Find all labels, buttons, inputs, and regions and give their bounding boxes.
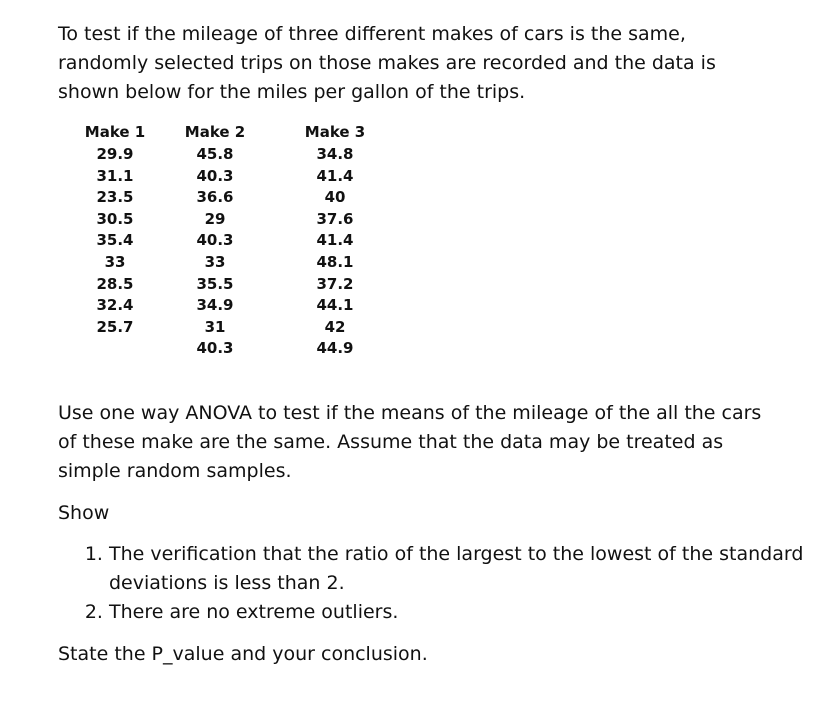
table-cell: 29.9 bbox=[96, 145, 134, 163]
table-cell: 34.8 bbox=[316, 145, 354, 163]
table-cell: 33 bbox=[104, 252, 126, 271]
table-cell: 35.5 bbox=[196, 274, 234, 293]
table-cell: 40 bbox=[324, 188, 346, 207]
table-row bbox=[70, 230, 400, 252]
table-cell: 34.9 bbox=[196, 296, 234, 315]
table-cell: 40.3 bbox=[196, 166, 234, 185]
table-row bbox=[70, 338, 400, 360]
table-cell: 48.1 bbox=[316, 252, 354, 271]
table-cell: 32.4 bbox=[96, 296, 134, 315]
table-cell: 45.8 bbox=[196, 145, 234, 163]
conclusion-paragraph: State the P_value and your conclusion. bbox=[58, 643, 428, 665]
table-row bbox=[70, 166, 400, 188]
table-row bbox=[70, 274, 400, 296]
table-row bbox=[70, 144, 400, 166]
table-cell: 41.4 bbox=[316, 166, 354, 185]
table-cell: 44.9 bbox=[316, 339, 354, 358]
table-cell: 23.5 bbox=[96, 188, 134, 207]
table-row bbox=[70, 187, 400, 209]
table-row bbox=[70, 317, 400, 339]
table-header-row bbox=[70, 122, 400, 144]
table-row bbox=[70, 209, 400, 231]
table-cell: 25.7 bbox=[96, 317, 134, 336]
table-row bbox=[70, 252, 400, 274]
table-cell: 37.6 bbox=[316, 209, 354, 228]
table-cell: 35.4 bbox=[96, 231, 134, 250]
table-cell: 37.2 bbox=[316, 274, 354, 293]
table-cell: 31.1 bbox=[96, 166, 134, 185]
mileage-table bbox=[70, 122, 400, 360]
table-cell: 29 bbox=[204, 209, 226, 228]
table-cell: 33 bbox=[204, 252, 226, 271]
intro-paragraph: To test if the mileage of three different makes of cars is the same, randomly selected trips on those makes are recorded and the data is shown below for the miles per gallon of the trips. bbox=[58, 23, 716, 103]
table-cell: 42 bbox=[324, 317, 346, 336]
requirements-list bbox=[58, 540, 809, 627]
table-cell: 36.6 bbox=[196, 188, 234, 207]
column-header-make-2: Make 2 bbox=[184, 123, 246, 142]
list-item: 2. There are no extreme outliers. bbox=[109, 598, 809, 627]
table-row bbox=[70, 295, 400, 317]
column-header-make-3: Make 3 bbox=[304, 123, 366, 142]
list-item: 1. The verification that the ratio of the largest to the lowest of the standard deviations is less than 2. bbox=[109, 540, 809, 598]
instruction-paragraph: Use one way ANOVA to test if the means of the mileage of the all the cars of these make are the same. Assume that the data may be treated as simple random samples. bbox=[58, 402, 762, 482]
table-cell bbox=[70, 338, 160, 360]
show-label: Show bbox=[58, 502, 110, 524]
table-cell: 30.5 bbox=[96, 209, 134, 228]
table-cell: 41.4 bbox=[316, 231, 354, 250]
table-cell: 44.1 bbox=[316, 296, 354, 315]
column-header-make-1: Make 1 bbox=[84, 123, 146, 142]
table-cell: 40.3 bbox=[196, 339, 234, 358]
table-cell: 40.3 bbox=[196, 231, 234, 250]
table-cell: 28.5 bbox=[96, 274, 134, 293]
table-cell: 31 bbox=[204, 317, 226, 336]
